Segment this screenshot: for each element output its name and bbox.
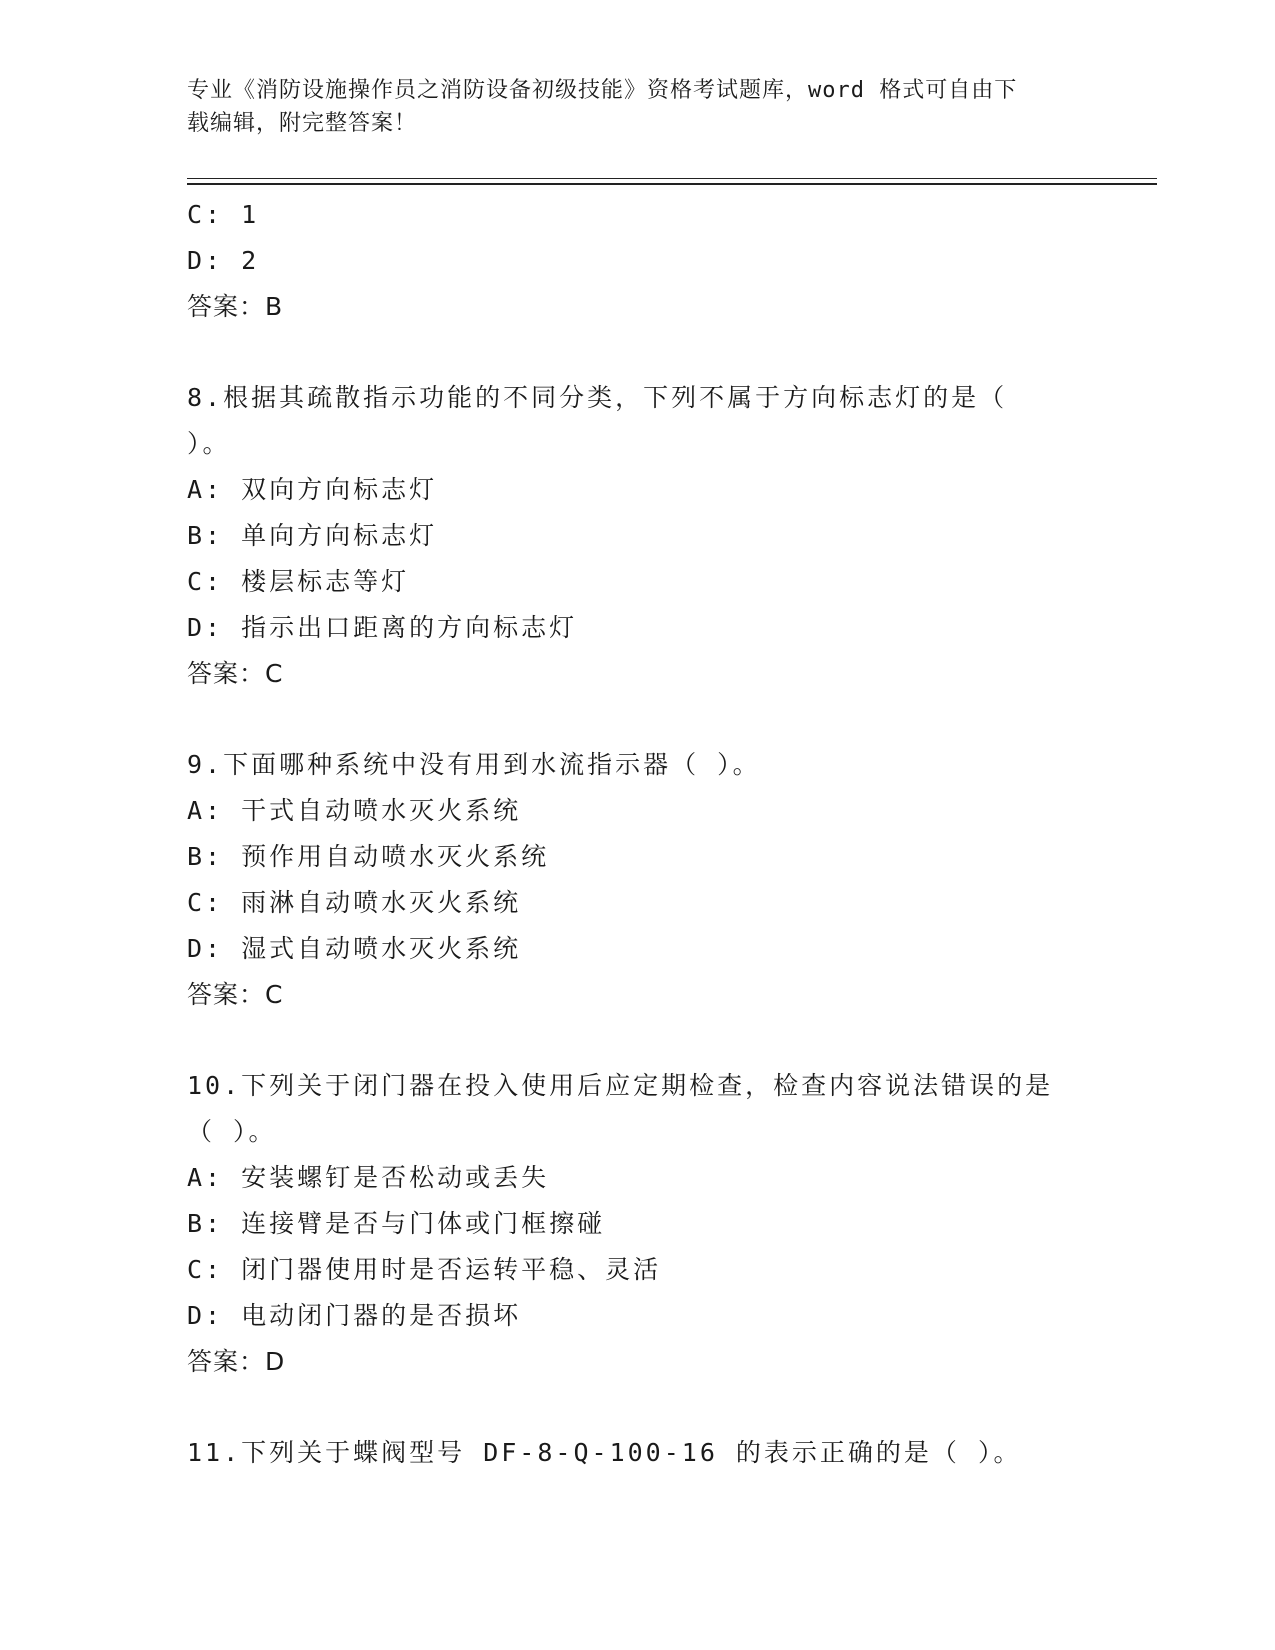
question-stem: 10.下列关于闭门器在投入使用后应定期检查，检查内容说法错误的是 <box>187 1071 1054 1100</box>
question-10 <box>187 1063 1087 1385</box>
header-divider-thick <box>187 183 1157 185</box>
option-d: D: 湿式自动喷水灭火系统 <box>187 934 522 963</box>
answer-line: 答案：C <box>187 980 284 1009</box>
answer-line: 答案：B <box>187 292 284 321</box>
header-title-line-2: 载编辑，附完整答案！ <box>187 111 418 136</box>
question-stem-continued: ）。 <box>187 429 231 458</box>
question-9 <box>187 742 1087 1018</box>
question-7 <box>187 192 1087 330</box>
page-header <box>187 74 1067 140</box>
option-c: C: 闭门器使用时是否运转平稳、灵活 <box>187 1255 662 1284</box>
option-b: B: 预作用自动喷水灭火系统 <box>187 842 550 871</box>
question-8 <box>187 375 1087 697</box>
question-spacer <box>187 330 1087 375</box>
question-spacer <box>187 1018 1087 1063</box>
answer-line: 答案：C <box>187 659 284 688</box>
question-list <box>187 192 1087 1476</box>
question-stem: 8.根据其疏散指示功能的不同分类，下列不属于方向标志灯的是（ <box>187 383 1008 412</box>
option-d: D: 2 <box>187 246 260 275</box>
question-11 <box>187 1430 1087 1476</box>
option-b: B: 连接臂是否与门体或门框擦碰 <box>187 1209 606 1238</box>
question-spacer <box>187 697 1087 742</box>
answer-line: 答案：D <box>187 1347 286 1376</box>
header-divider-thin <box>187 178 1157 179</box>
question-stem: 9.下面哪种系统中没有用到水流指示器（ ）。 <box>187 750 761 779</box>
option-b: B: 单向方向标志灯 <box>187 521 438 550</box>
header-title-line-1: 专业《消防设施操作员之消防设备初级技能》资格考试题库，word 格式可自由下 <box>187 78 1018 103</box>
question-stem-continued: （ ）。 <box>187 1117 277 1146</box>
option-c: C: 楼层标志等灯 <box>187 567 410 596</box>
option-a: A: 干式自动喷水灭火系统 <box>187 796 522 825</box>
option-a: A: 安装螺钉是否松动或丢失 <box>187 1163 550 1192</box>
question-stem: 11.下列关于蝶阀型号 DF-8-Q-100-16 的表示正确的是（ ）。 <box>187 1438 1022 1467</box>
option-d: D: 指示出口距离的方向标志灯 <box>187 613 578 642</box>
question-spacer <box>187 1385 1087 1430</box>
option-c: C: 雨淋自动喷水灭火系统 <box>187 888 522 917</box>
option-d: D: 电动闭门器的是否损坏 <box>187 1301 522 1330</box>
option-a: A: 双向方向标志灯 <box>187 475 438 504</box>
option-c: C: 1 <box>187 200 260 229</box>
